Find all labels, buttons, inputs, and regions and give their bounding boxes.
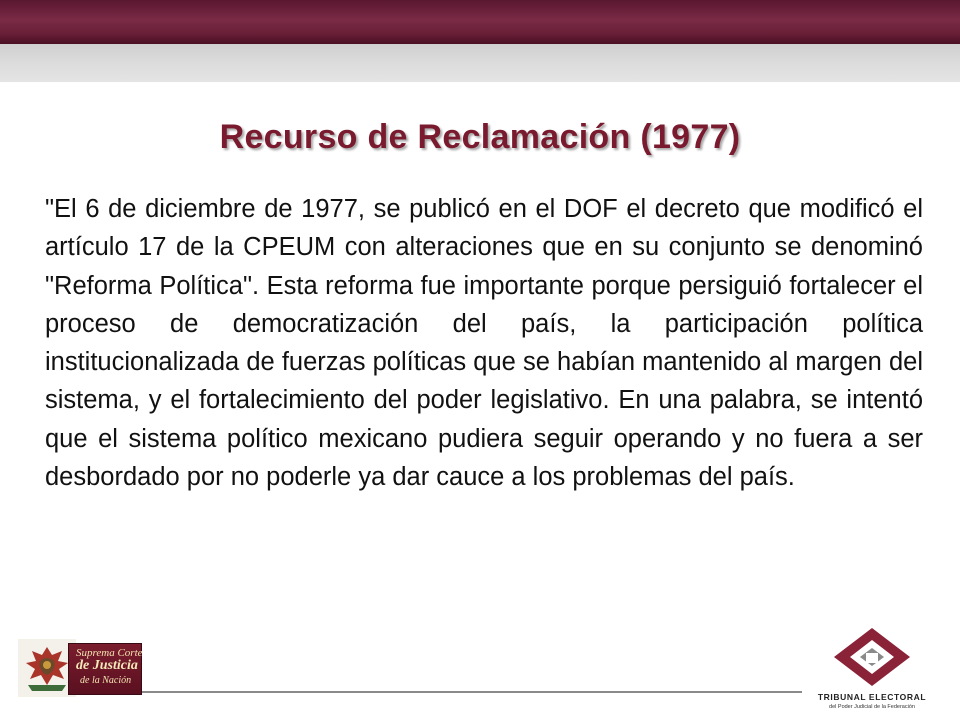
- footer-divider: [142, 691, 802, 693]
- slide-title: Recurso de Reclamación (1977): [219, 118, 741, 156]
- scjn-line1: Suprema Corte: [76, 647, 143, 659]
- scjn-logo: [18, 639, 143, 697]
- scjn-line2: de Justicia: [76, 658, 138, 673]
- tepjf-subtitle: del Poder Judicial de la Federación: [829, 704, 915, 710]
- slide-body-text: "El 6 de diciembre de 1977, se publicó en el DOF el decreto que modificó el artículo 17 de la CPEUM con alteraciones que en su conjunto se denominó "Reforma Política". Esta reforma fue importante porque persiguió fortalecer el proceso de democratización del país, la participación política institucionalizada de fuerzas políticas que se habían mantenido al margen del sistema, y el fortalecimiento del poder legislativo. En una palabra, se intentó que el sistema político mexicano pudiera seguir operando y no fuera a ser desbordado por no poderle ya dar cauce a los problemas del país.: [45, 195, 923, 492]
- tepjf-logo: [806, 626, 946, 716]
- header-bar: [0, 0, 960, 44]
- tribunal-mark-icon: [830, 626, 914, 688]
- scjn-line3: de la Nación: [80, 675, 132, 686]
- header-band: [0, 44, 960, 82]
- tepjf-name: TRIBUNAL ELECTORAL: [817, 692, 927, 702]
